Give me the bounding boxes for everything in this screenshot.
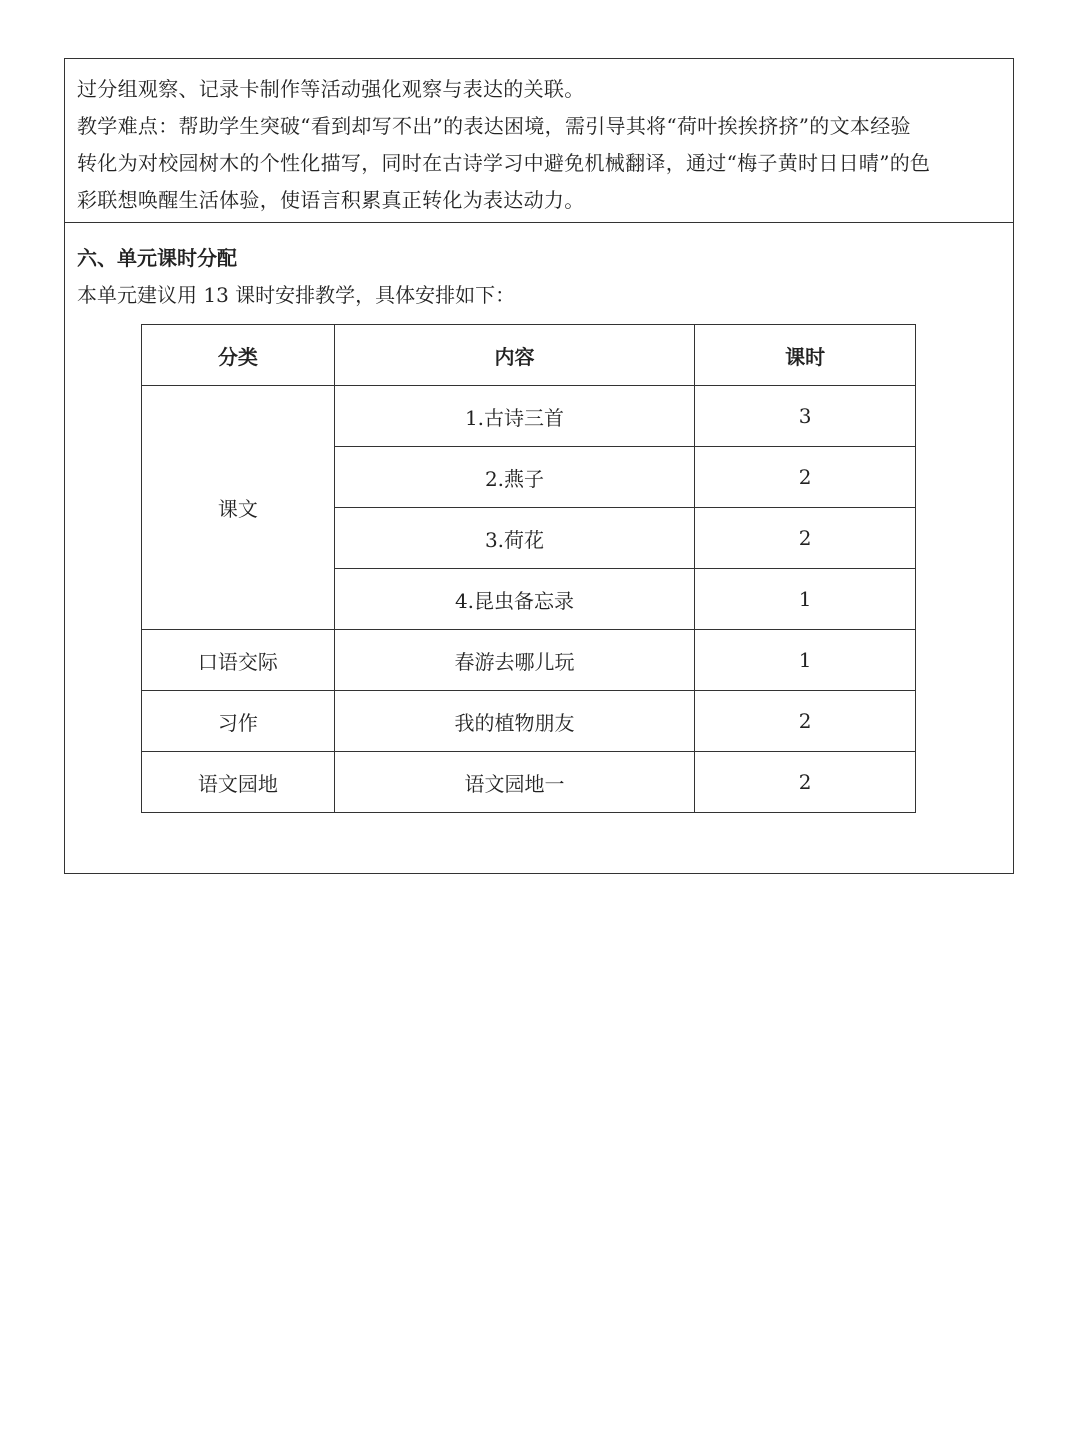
table-row [142, 752, 916, 813]
header-content: 内容 [334, 325, 695, 386]
content-cell: 4.昆虫备忘录 [334, 569, 695, 630]
header-category: 分类 [142, 325, 335, 386]
text-line: 转化为对校园树木的个性化描写，同时在古诗学习中避免机械翻译，通过“梅子黄时日日晴”的色 [77, 151, 931, 175]
lesson-allocation-table [141, 324, 916, 813]
table-row [142, 691, 916, 752]
hours-cell: 2 [695, 508, 916, 569]
section-intro: 本单元建议用 13 课时安排教学，具体安排如下： [77, 283, 516, 307]
document-frame [64, 58, 1014, 874]
text-line: 彩联想唤醒生活体验，使语言积累真正转化为表达动力。 [77, 188, 585, 212]
section-heading: 六、单元课时分配 [77, 246, 237, 270]
hours-cell: 3 [695, 386, 916, 447]
hours-cell: 2 [695, 752, 916, 813]
teaching-focus-cell [65, 59, 1013, 223]
category-cell: 课文 [142, 386, 335, 630]
content-cell: 春游去哪儿玩 [334, 630, 695, 691]
table-row [142, 630, 916, 691]
hours-cell: 2 [695, 447, 916, 508]
hours-cell: 1 [695, 569, 916, 630]
content-cell: 3.荷花 [334, 508, 695, 569]
content-cell: 2.燕子 [334, 447, 695, 508]
text-line: 过分组观察、记录卡制作等活动强化观察与表达的关联。 [77, 77, 585, 101]
hours-cell: 1 [695, 630, 916, 691]
category-cell: 口语交际 [142, 630, 335, 691]
content-cell: 1.古诗三首 [334, 386, 695, 447]
header-hours: 课时 [695, 325, 916, 386]
category-cell: 语文园地 [142, 752, 335, 813]
text-line: 教学难点：帮助学生突破“看到却写不出”的表达困境，需引导其将“荷叶挨挨挤挤”的文本经验 [77, 114, 911, 138]
hours-cell: 2 [695, 691, 916, 752]
content-cell: 语文园地一 [334, 752, 695, 813]
category-cell: 习作 [142, 691, 335, 752]
lesson-allocation-cell [65, 223, 1013, 796]
content-cell: 我的植物朋友 [334, 691, 695, 752]
table-header-row [142, 325, 916, 386]
table-row [142, 386, 916, 447]
